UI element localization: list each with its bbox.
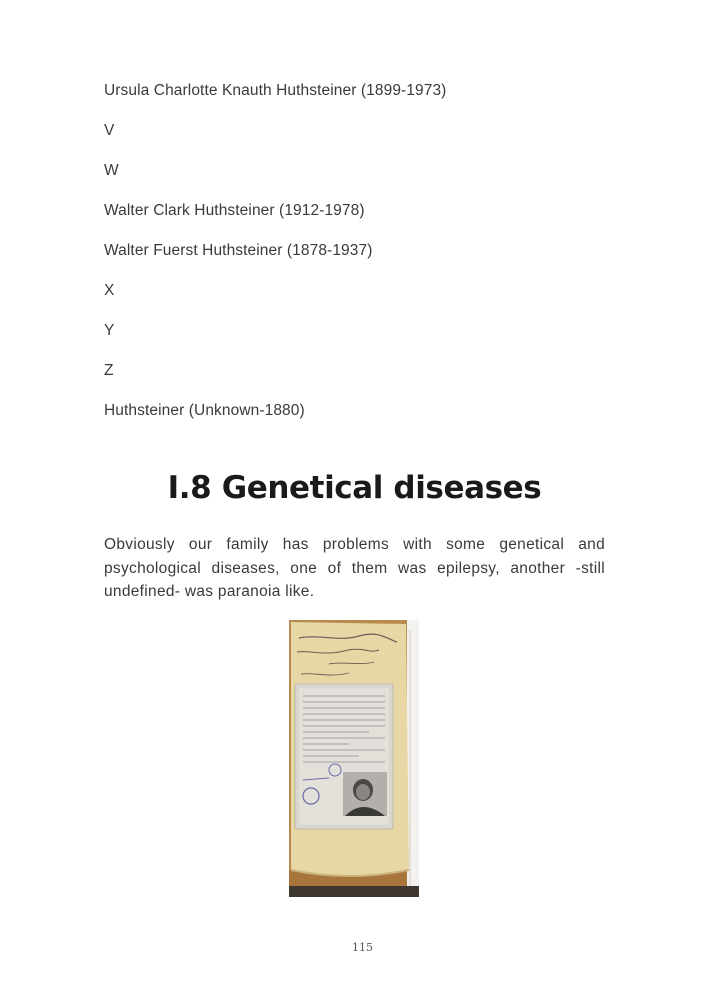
index-entry: Huthsteiner (Unknown-1880) (104, 402, 305, 419)
index-entry: W (104, 162, 119, 179)
page-number: 115 (352, 941, 373, 954)
index-entry: X (104, 282, 115, 299)
index-entry: Walter Fuerst Huthsteiner (1878-1937) (104, 242, 373, 259)
index-entry: Y (104, 322, 115, 339)
index-entry: Walter Clark Huthsteiner (1912-1978) (104, 202, 365, 219)
index-entry: V (104, 122, 115, 139)
document-photo-image (289, 620, 419, 897)
index-list (104, 79, 604, 439)
index-entry: Ursula Charlotte Knauth Huthsteiner (1899-1973) (104, 82, 447, 99)
body-paragraph: Obviously our family has problems with some genetical and psychological diseases, one of them was epilepsy, another -still undefined- was paranoia like. (104, 536, 605, 600)
section-heading: I.8 Genetical diseases (167, 470, 542, 506)
index-entry: Z (104, 362, 114, 379)
document-photo (289, 620, 419, 897)
